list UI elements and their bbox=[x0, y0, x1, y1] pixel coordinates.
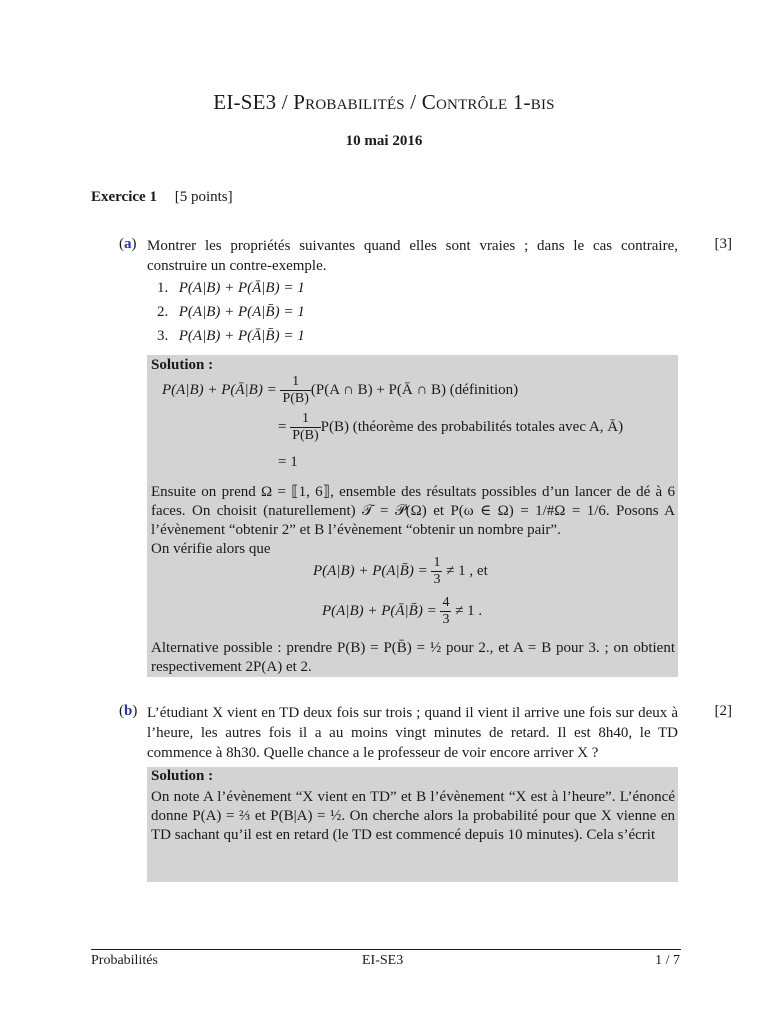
fraction: $\frac{1}{P(B)}$ bbox=[282, 374, 309, 406]
solution-paragraph: On note A l’évènement “X vient en TD” et B l’évènement “X est à l’heure”. L’énoncé donne P(A) = ⅔ et P(B|A) = ½. On cherche alors la probabilité pour que X vienne en TD sachant qu’il est en retard (le TD est commencé depuis 10 minutes). Cela s’écrit bbox=[151, 789, 675, 843]
solution-box-a bbox=[147, 355, 678, 677]
exercise-points: [5 points] bbox=[174, 189, 233, 205]
list-item: 1. P(A|B) + P(Ā|B) = 1 bbox=[157, 280, 305, 296]
solution-paragraph-1: Ensuite on prend Ω = ⟦1, 6⟧, ensemble des résultats possibles d’un lancer de dé à 6 faces. On choisit (naturellement) 𝒯 = 𝒫(Ω) et P(ω ∈ Ω) = 1/#Ω = 1/6. Posons A l’évènement “obtenir 2” et B l’évènement “obtenir un nombre pair”. bbox=[151, 484, 675, 538]
fraction: $\frac{1}{P(B)}$ bbox=[292, 411, 319, 443]
footer-center: EI-SE3 bbox=[362, 953, 404, 968]
list-item: 2. P(A|B) + P(A|B̄) = 1 bbox=[157, 304, 305, 320]
question-a-text: Montrer les propriétés suivantes quand elles sont vraies ; dans le cas contraire, construire un contre-exemple. bbox=[147, 238, 678, 274]
equation-line-1: P(A|B) + P(Ā|B) = $\frac{1}{P(B)}$ (P(A ∩ B) + P(Ā ∩ B) (définition) bbox=[162, 374, 519, 406]
equation-line-2: = $\frac{1}{P(B)}$ P(B) (théorème des probabilités totales avec A, Ā) bbox=[278, 411, 624, 443]
document-title bbox=[0, 90, 768, 115]
footer-page-number: 1 / 7 bbox=[655, 953, 680, 968]
question-b-points: [2] bbox=[714, 703, 732, 719]
solution-paragraph-3: Alternative possible : prendre P(B) = P(B̄) = ½ pour 2., et A = B pour 3. ; on obtient respectivement 2P(A) et 2. bbox=[151, 640, 675, 675]
question-a-list bbox=[157, 276, 305, 348]
equation-line-3: = 1 bbox=[278, 454, 298, 470]
equation-line-4: P(A|B) + P(A|B̄) = $\frac{1}{3}$ ≠ 1 , et bbox=[313, 555, 488, 587]
title-word-controle: Contrôle 1-bis bbox=[421, 90, 555, 114]
title-prefix: EI-SE3 / bbox=[213, 90, 294, 114]
question-b-label: (b) bbox=[119, 703, 138, 719]
question-a-points: [3] bbox=[714, 236, 732, 252]
solution-title: Solution : bbox=[151, 357, 214, 373]
list-item: 3. P(A|B) + P(Ā|B̄) = 1 bbox=[157, 328, 305, 344]
solution-paragraph-2: On vérifie alors que bbox=[151, 541, 271, 557]
fraction: $\frac{1}{3}$ bbox=[433, 555, 441, 587]
question-b-text: L’étudiant X vient en TD deux fois sur trois ; quand il vient il arrive une fois sur deux à l’heure, les autres fois il a au moins vingt minutes de retard. Il est 8h40, le TD commence à 8h30. Quelle chance a le professeur de voir encore arriver X ? bbox=[147, 705, 678, 761]
exercise-title: Exercice 1 bbox=[91, 189, 157, 205]
document-date: 10 mai 2016 bbox=[345, 133, 423, 149]
fraction: $\frac{4}{3}$ bbox=[442, 595, 450, 627]
equation-line-5: P(A|B) + P(Ā|B̄) = $\frac{4}{3}$ ≠ 1 . bbox=[322, 595, 483, 627]
solution-title: Solution : bbox=[151, 768, 214, 784]
title-word-probabilites: Probabilités bbox=[293, 90, 405, 114]
exercise-heading bbox=[91, 189, 233, 206]
title-separator: / bbox=[404, 90, 422, 114]
footer-left: Probabilités bbox=[91, 953, 158, 968]
question-a-label: (a) bbox=[119, 236, 137, 252]
footer-divider bbox=[91, 949, 681, 950]
solution-box-b bbox=[147, 767, 678, 882]
